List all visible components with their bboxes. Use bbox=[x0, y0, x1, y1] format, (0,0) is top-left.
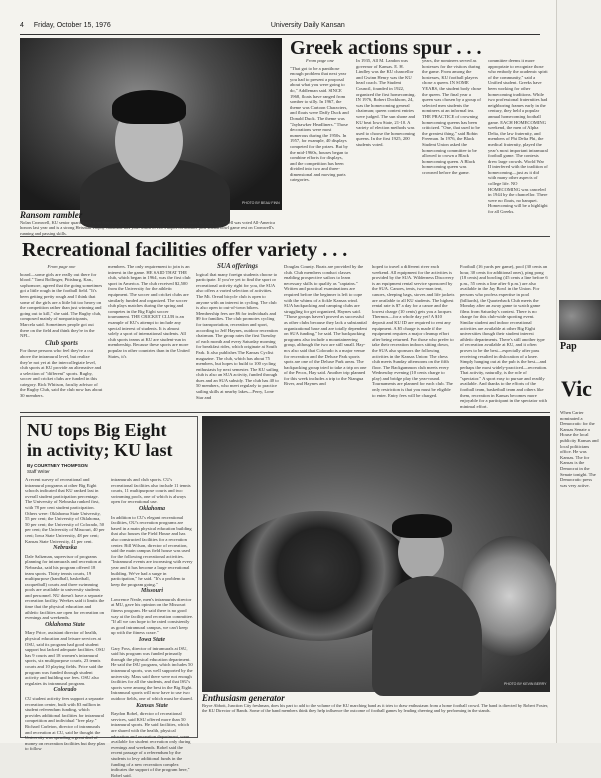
nu-survey-box bbox=[20, 416, 198, 778]
nebraska-text: Dale Saltzman, supervisor of programs planning for intramurals and recreation at Nebraska, said his program offered 18 team sports. Thirty tennis courts, 19 multipurpose (handball, basketball, racquetball) courts and three swimming pools are available to university students and personnel. NU doesn't have a separate recreation facility. Weekes said it limits the time that the physical education and athletic facilities are open for recreation on evenings and weekends. bbox=[25, 553, 105, 621]
missouri-text: Lawrence Neale, men's intramurals director at MU, gave his opinion on the Missouri fitness program. He said there is no good way at the facility and recreation committee. "If all we can hope to be rated consistently as good intramural campus, we can't keep up with the fitness craze." bbox=[111, 596, 194, 636]
nu-col2-text: intramurals and club sports. CU's recreational facilities also include 11 tennis courts, 11 multipurpose courts and two swimming pools, one of which is always open for recreational use. bbox=[111, 477, 191, 505]
greek-col4-text: committee deems it more appropriate to recognize those who embody the academic spirit of the community," said a Unified student. Greeks have been working for other homecoming traditions. While two professional fraternities had neighboring frames early in the century, they held a popular annual homecoming football game. EACH HOMECOMING weekend, the men of Alpha Delta, the law fraternity, and members of Phi Delta Phi, the medical fraternity, played the year's most important intramural football game. The contests drew large crowds. World War II interfered with the tradition of homecoming—just as it did with many other aspects of college life. NO HOMECOMING was canceled in 1944 by the chancellor. There were no floats, no banquet. Homecoming will be a highlight for all Greeks. bbox=[488, 58, 548, 215]
ransom-rambler-caption: Nolan Cromwell, KU senior quarterback from Ransom, gets a breather while the defensive unit takes the field. Cromwell was voted All-America honors last year and is a strong Heisman Trophy candidate this year. Much of KU's hopes for another post-season bowl game rest on Cromwell's running and passing skills. bbox=[20, 220, 275, 236]
recreation-col4-text: Douglas County. Boats are provided by the club. Club members conduct classes enabling prospective sailors to learn necessary skills to qualify as "captains." Written and practical examinations are required before the beginner is left to cope with the whims of a fickle Kansas wind. SUA backpacking and camping clubs are struggling for get organized, Haynes said. "Those groups haven't proved as successful as other clubs because they lack a substantial organizational base and are totally dependent on SUA funding," he said. The backpacking programs also include a mountaineering group, although the two are still small. Hay-ncs also said that Colorado is a major venue for recreation and the Deluxe Park sports spots are one of the Deluxe Park areas. The backpacking group tried to take a trip on one of the Pecos, Hay said. Another trip planned for this week includes a trip to the Niangua River, and Haynes and bbox=[284, 264, 367, 387]
adjacent-page-headline: Vic bbox=[561, 376, 592, 401]
recreation-headline: Recreational facilities offer variety . . . bbox=[22, 239, 348, 261]
colorado-text: CU student activity fees support a separate recreation center, built with $3 million in student referendum funding, which provides additional facilities for intramural competition and individual "free play." Richard Carleton, director of intramurals and recreation at CU, said he thought the University was spending a great deal of money on recreation facilities but they plan to follow bbox=[25, 695, 105, 752]
greek-col3-text: years, the nominees served as hostesses for the visitors during the game. From among the hostesses, KU football players chose a queen. IN SOME YEARS, the student body chose the queen. The final year a queen was chosen by a group of selected men students the nominees at an informal tea. THE PRACTICE of crowning homecoming queens has been criticized. "One, that used to be the greatest thing," said Robin Freeman. In 1976, the Black Student Union asked the homecoming committee to be allowed to crown a Black homecoming queen. A Black homecoming queen was crowned before the game. bbox=[422, 58, 482, 175]
sua-offerings-subhead: SUA offerings bbox=[217, 262, 258, 270]
adjacent-page-photo bbox=[559, 300, 601, 340]
enthusiasm-photo-credit: PHOTO BY KEVIN BERRY bbox=[504, 682, 547, 686]
page-number: 4 bbox=[20, 22, 24, 29]
nu-byline-role: Staff Writer bbox=[27, 469, 50, 474]
ransom-rambler-title: Ransom rambler bbox=[20, 210, 83, 220]
iowa-state-text: Gary Foss, director of intramurals at ISU, said his program was funded primarily through the physical education department. He said the ISU program, which includes 50 intramural sports, was well supported by the university. Mass said there were not enough facilities for all the students, and that ISU's sports were among the best in the Big Eight. Intramural sports will now have to use two outdoor fields, one of which must be shared. bbox=[111, 645, 193, 701]
paper-name: University Daily Kansan bbox=[270, 22, 345, 29]
greek-headline: Greek actions spur . . . bbox=[290, 37, 482, 59]
adjacent-page-text: When Carter nominated a Democratic for the Kansas Senate a House the local publicity Kansas and local politicians office. He was Kansas. The for Kansas is the Democrat in the Senate tonight. The Democratic press was very active. bbox=[560, 410, 599, 488]
kansas-state-text: Raydon Robel, director of recreational services, said KSU offered more than 50 intramural sports. He said facilities, which are shared with the health, physical education and recreation department, were available for student recreation only during evenings and weekends. Robel said the recent passage of a referendum by the students to levy additional funds in the funding of a new recreation complex indicates the support of the program here," Robel said. bbox=[111, 711, 191, 778]
ransom-rambler-photo bbox=[20, 38, 282, 210]
oklahoma-state-subhead: Oklahoma State bbox=[45, 621, 85, 628]
oklahoma-subhead: Oklahoma bbox=[138, 505, 165, 512]
nebraska-subhead: Nebraska bbox=[53, 545, 77, 552]
ransom-photo-credit: PHOTO BY BEAU FINN bbox=[242, 201, 280, 205]
nu-headline-line-1: NU tops Big Eight bbox=[27, 420, 167, 440]
nu-intro-text: A recent survey of recreational and intramural programs at other Big Eight schools indicated that KU ranked last in overall student participation percentage. The University of Nebraska ranked first, with 78 per cent student participation. Others were: Oklahoma State University, 55 per cent; the University of Oklahoma, 50 per cent; the University of Colorado, 50 per cent; the University of Missouri, 40 per cent; Iowa State University, 48 per cent; Kansas State University, 41 per cent. bbox=[25, 477, 105, 544]
oklahoma-state-text: Mary Price, assistant director of health, physical education and leisure services at OSU, said its program had good student support but lacked adequate facilities. OSU has 9 courts and 18 women's intramural sports, six multipurpose courts, 23 tennis courts and 10 playing fields. Price said the program was funded through student activity and building use fees. OSU also regulates its intramural program. bbox=[25, 630, 105, 686]
section-rule-1 bbox=[20, 236, 550, 237]
iowa-state-subhead: Iowa State bbox=[138, 637, 166, 644]
greek-column-1 bbox=[290, 58, 350, 234]
colorado-subhead: Colorado bbox=[53, 687, 77, 694]
recreation-column-5 bbox=[372, 264, 455, 410]
adjacent-page-pap: Pap bbox=[560, 341, 577, 352]
recreation-col1-text: board—some girls are really out there for blood." Tami Bollinger, Pittsburg, Kan., sophomore, agreed that the going sometimes got a little rough in the football field. "It's been getting pretty rough and I think that some of the girls are a little bit too heavy on the competition rather than just winning and going out to kill," she said. The Rugby club, composed mainly of nonparticipants, Marcela said. Sometimes people got out there on the field and think they're in the NFL. bbox=[20, 271, 103, 339]
recreation-col6-text: Football (16 yards per game), pool (30 cents an hour, 30 cents for additional ones), ping pong (18 cents) and bowling (45 cents a line before 6 p.m., 55 cents a line after 6 p.m.) are also available in the Jay Bowl in the Union. For persons who profess expertise in pool (billiards), the Quarterback Club meets the Monday after an away game to watch game films from Saturday's contest. There is no charge for this club-wide sporting event. Similar student and indoor recreational activities are available at other Big Eight universities though their student interest athletic departments. There's still another type of recreation available at KU, and it often proves to be the best—especially after pass receiving resulted in dislocation of a knee. Simply hanging out at the pub is the best—and perhaps the most widely-practiced—recreation. That activity, naturally, is the role of "spectator." A sport easy to pursue and readily available. And thanks to the efforts of the football team, basketball team and others like them, recreation in Kansas becomes more enjoyable for a participant in the spectator with minimal effort. bbox=[460, 264, 548, 409]
page-date: Friday, October 15, 1976 bbox=[33, 22, 111, 29]
nu-column-1 bbox=[25, 477, 105, 752]
enthusiasm-generator-title: Enthusiasm generator bbox=[202, 693, 285, 703]
nu-byline: By COURTNEY THOMPSON bbox=[27, 463, 88, 468]
recreation-column-2 bbox=[108, 264, 191, 410]
recreation-column-6 bbox=[460, 264, 548, 410]
recreation-col5-text: hoped to travel a different river each weekend. All equipment for the activities is provided by the SUA. Wilderness Discovery is an equipment rental service sponsored by the SUA. Canoes, tents, two-man tent, canoes, sleeping bags, stoves and life jackets are available to all KU students. The highest rental rate is $7 a day for a canoe and the lowest charge (10 cents) gets you a lacquer. Thermos—for a whole day yet! A $10 deposit and KU ID are required to rent any equipment. A $5 charge is made if the equipment requires a major cleanup effort after being returned. For those who prefer to take their recreation indoors sitting down, the SUA also sponsors the following activities in the Kansas Union: The chess club meets Sunday afternoons on the fifth floor. The Backgammon club meets every Wednesday evening (10 cents charge to play) and bridge play the year-round. Tournaments are planned for each club. The only restriction is that you must be eligible to enter. Entry fees will be charged. bbox=[372, 264, 455, 398]
recreation-col2-text: members. The only requirement to join is an interest in the game. HE SAID THAT THE club, which began in 1964, was the first club sport in America. The club received $2,500 from the University for the athletic equipment. The soccer and cricket clubs are similarly funded and organized. The soccer club plays matches during the spring and competes in the Big Eight soccer tournament. THE CRICKET CLUB is an example of KU's attempt to include any special interest of students. It is almost solely a sport of international students. All club sports teams at KU are student-run in membership. Because these sports are more popular in other countries than in the United States, it's bbox=[108, 264, 191, 359]
recreation-col1b-text: For those persons who feel they're a cut above the intramural level, but realize they're not yet at the intercollegiate level, club sports at KU provide an alternative and a selection of "different" sports. Rugby, soccer and cricket clubs are funded in this category. Rick Whitson, faculty advisor of the Rugby Club, said the club now has about 30 members. bbox=[20, 348, 103, 399]
oklahoma-text: In addition to CU's elegant recreational facilities, OU's recreation programs are based in a main physical education building that also houses the Field House and has also constructed facilities for a recreation center. Bill Wilson, director of recreation, said the main campus field house was used for the following recreational activities. "Intramural events are increasing with every year and it has become a large recreational building. We've had a surge in participation," he said. "It's a problem to keep the program going." bbox=[111, 514, 193, 587]
recreation-col3-text: logical that many foreign students choose to participate. If you've yet to find the sport or recreational activity right for you, the SUA also offers a varied selection of activities. The Mt. Oread bicycle club is open to anyone with an interest in cycling. The club is also open to out-of-town bikers. Membership fees are $6 for individuals and $9 for families. The club promotes cycling for transportation, recreation and sport, according to Jeff Haynes, outdoor recreation chairman. The group rates the first Tuesday of each month and every Saturday morning for breakfast rides, which originate at South Park. It also publishes The Kansas Cyclist magazine. The club, which has about 75 members, but hopes to build to 100 cycling enthusiasts by next semester. The KU sailing club is also an SUA activity, funded through dues and an SUA subsidy. The club has 40 to 50 members, who meet regularly to practice sailing skills at nearby lakes—Perry, Lone Star and bbox=[196, 271, 279, 400]
recreation-from-page-one: From page one bbox=[47, 264, 76, 269]
section-rule-2 bbox=[20, 412, 550, 413]
greek-column-4 bbox=[488, 58, 548, 234]
enthusiasm-generator-caption: Bryce Abbott, Junction City freshman, does his part to add to the volume of the KU marching band as it tries to draw enthusiasm from a home football crowd. The band is directed by Robert Foster, the KU Director of Bands. Some of the band members think they help influence the outcome of football games by leading cheering and by performing in the stands. bbox=[202, 703, 549, 714]
greek-column-3 bbox=[422, 58, 482, 234]
missouri-subhead: Missouri bbox=[140, 588, 163, 595]
masthead bbox=[20, 22, 540, 35]
greek-from-page-one: From page one bbox=[306, 58, 334, 63]
club-sports-subhead: Club sports bbox=[45, 338, 78, 347]
greek-column-2 bbox=[356, 58, 416, 234]
recreation-column-4 bbox=[284, 264, 367, 410]
adjacent-page-edge bbox=[556, 0, 601, 743]
recreation-column-1 bbox=[20, 264, 103, 410]
nu-column-2 bbox=[111, 477, 194, 778]
nu-headline-line-2: in activity; KU last bbox=[27, 440, 173, 460]
enthusiasm-generator-photo bbox=[202, 416, 550, 692]
greek-col2-text: In 1935, All M. Landon was governor of Kansas. E. H. Lindley was the KU chancellor and Gwinn Henry was the KU head coach. The Student Council, founded in 1922, organized the first homecoming. IN 1976, Robert Dockhorn, 24, was the homecoming general chairman; queen contest entries were judged. The sun shone and KU beat Iowa State, 21-10. A variety of election methods was used to choose the homecoming queens. In the first 1925, 200 students voted. bbox=[356, 58, 416, 147]
recreation-column-3 bbox=[196, 264, 279, 410]
kansas-state-subhead: Kansas State bbox=[136, 702, 168, 709]
greek-col1-text: "That got to be a pantihose enough problem that next year you had to present a proposal about what you were going to do," Addleman said. SINCE 1968, floats have ranged from somber to silly. In 1967, the theme was Cartoon Characters, and floats were Daffy Duck and Donald Duck. The theme was "Jayhawker Headliners." Those decorations were most numerous during the 1950s. In 1957, for example, 40 displays competed for the prizes. But by the mid-1960s, houses began to combine efforts for displays, and the competition has been divided into two and three-dimensional and moving parts categories. bbox=[290, 65, 349, 183]
